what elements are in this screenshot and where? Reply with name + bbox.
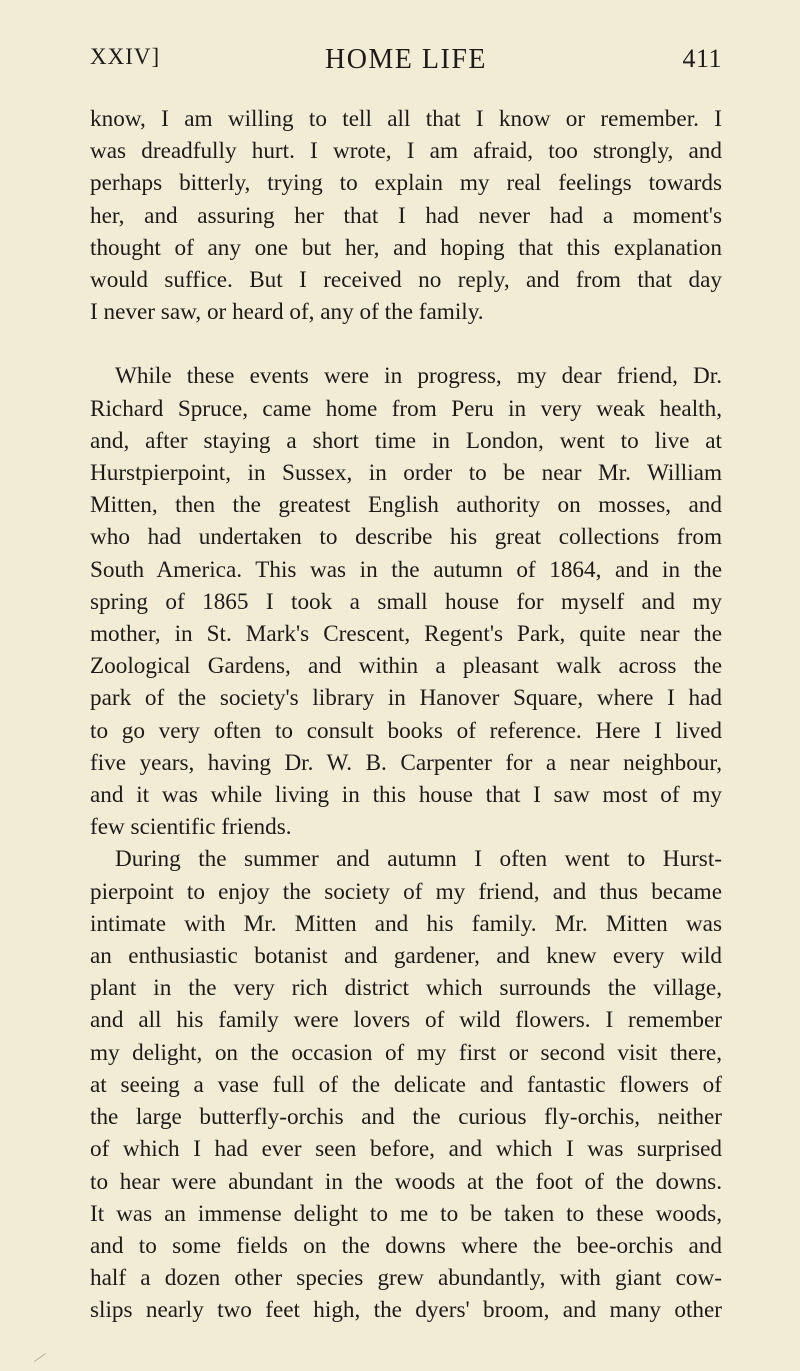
text-line: five years, having Dr. W. B. Carpenter for a near neighbour,	[90, 749, 722, 776]
text-line: the large butterfly-orchis and the curious fly-orchis, neither	[90, 1104, 722, 1131]
text-line: slips nearly two feet high, the dyers' broom, and many other	[90, 1297, 722, 1324]
text-line: to go very often to consult books of reference. Here I lived	[90, 717, 722, 744]
text-line: Mitten, then the greatest English authority on mosses, and	[90, 492, 722, 519]
text-line: mother, in St. Mark's Crescent, Regent's Park, quite near the	[90, 621, 722, 648]
text-line: half a dozen other species grew abundantly, with giant cow-	[90, 1265, 722, 1292]
text-line: would suffice. But I received no reply, and from that day	[90, 267, 722, 294]
paragraph	[90, 360, 722, 843]
text-line: few scientific friends.	[90, 814, 292, 841]
text-line: intimate with Mr. Mitten and his family. Mr. Mitten was	[90, 910, 722, 937]
text-line: know, I am willing to tell all that I know or remember. I	[90, 106, 722, 132]
text-line: park of the society's library in Hanover Square, where I had	[90, 685, 722, 712]
text-line: and it was while living in this house that I saw most of my	[90, 782, 722, 809]
text-line: I never saw, or heard of, any of the family.	[90, 299, 484, 326]
text-line: to hear were abundant in the woods at the foot of the downs.	[90, 1168, 722, 1195]
text-line: pierpoint to enjoy the society of my friend, and thus became	[90, 878, 722, 905]
text-line: an enthusiastic botanist and gardener, and knew every wild	[90, 943, 722, 970]
paragraph-gap	[90, 328, 722, 360]
text-line: of which I had ever seen before, and which I was surprised	[90, 1136, 722, 1163]
running-head	[90, 44, 722, 84]
text-line: and to some fields on the downs where the bee-orchis and	[90, 1232, 722, 1259]
text-line: and all his family were lovers of wild flowers. I remember	[90, 1007, 722, 1034]
text-line: South America. This was in the autumn of 1864, and in the	[90, 556, 722, 583]
paragraph	[90, 103, 722, 328]
pencil-mark	[28, 1345, 46, 1362]
text-line: Zoological Gardens, and within a pleasant walk across the	[90, 653, 722, 680]
text-line: spring of 1865 I took a small house for myself and my	[90, 588, 722, 615]
text-line: perhaps bitterly, trying to explain my real feelings towards	[90, 170, 722, 197]
text-line: and, after staying a short time in London, went to live at	[90, 427, 722, 454]
text-line: It was an immense delight to me to be taken to these woods,	[90, 1200, 722, 1227]
page-number: 411	[682, 44, 722, 73]
text-line: who had undertaken to describe his great collections from	[90, 524, 722, 551]
text-line: at seeing a vase full of the delicate and fantastic flowers of	[90, 1071, 722, 1098]
text-line: thought of any one but her, and hoping that this explanation	[90, 234, 722, 261]
text-line: Richard Spruce, came home from Peru in very weak health,	[90, 395, 722, 422]
text-line: While these events were in progress, my dear friend, Dr.	[115, 363, 722, 390]
text-line: During the summer and autumn I often went to Hurst-	[115, 846, 722, 873]
chapter-number: XXIV]	[90, 44, 161, 69]
body-text	[90, 103, 722, 1327]
text-line: Hurstpierpoint, in Sussex, in order to be near Mr. William	[90, 460, 722, 487]
paragraph	[90, 843, 722, 1326]
text-line: was dreadfully hurt. I wrote, I am afraid, too strongly, and	[90, 138, 722, 165]
running-title: HOME LIFE	[324, 44, 488, 75]
text-line: her, and assuring her that I had never had a moment's	[90, 202, 722, 229]
text-line: my delight, on the occasion of my first or second visit there,	[90, 1039, 722, 1066]
text-line: plant in the very rich district which surrounds the village,	[90, 975, 722, 1002]
